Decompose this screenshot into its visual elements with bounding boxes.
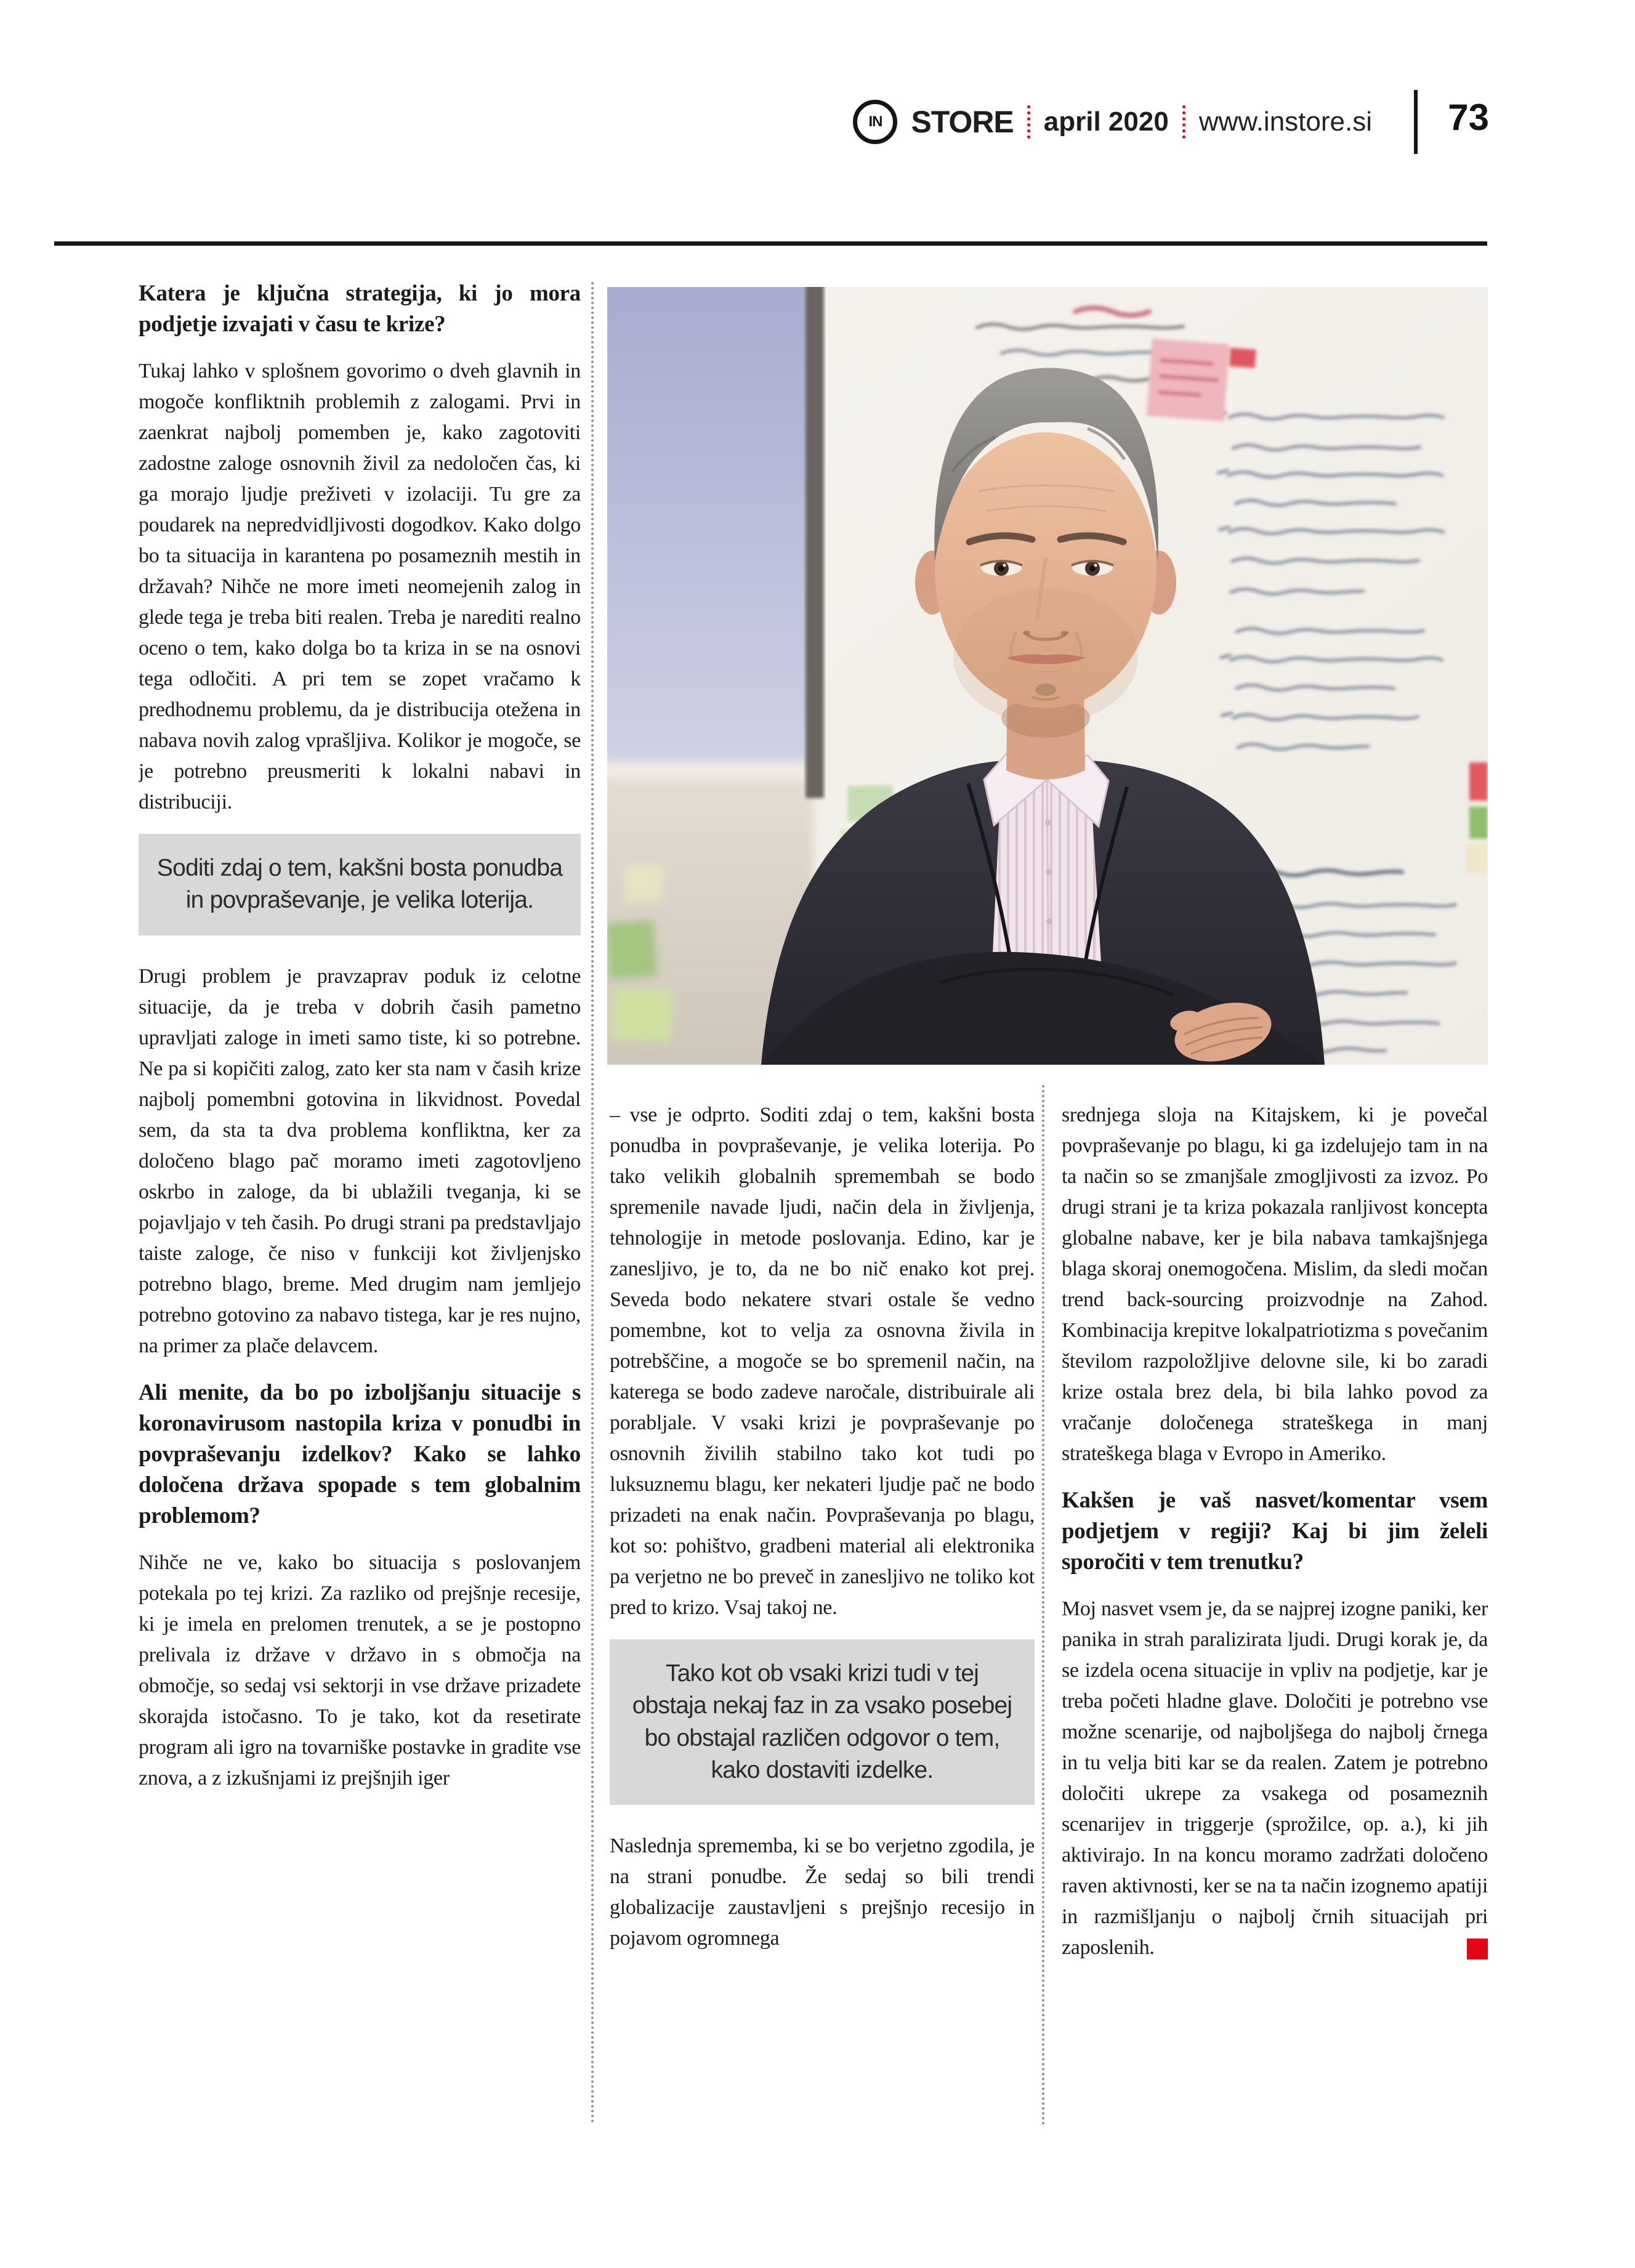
question-heading: Ali menite, da bo po izboljšanju situacije s koronavirusom nastopila kriza v ponudbi in povpraševanju izdelkov? Kako se lahko določena država spopade s tem globalnim problemom? (139, 1379, 581, 1528)
pull-quote: Tako kot ob vsaki krizi tudi v tej obstaja nekaj faz in za vsako posebej bo obstajal različen odgovor o tem, kako dostaviti izdelke. (610, 1639, 1035, 1805)
pull-quote: Soditi zdaj o tem, kakšni bosta ponudba in povpraševanje, je velika loterija. (139, 834, 581, 935)
logo-in-text: IN (868, 113, 882, 130)
paragraph: Tukaj lahko v splošnem govorimo o dveh glavnih in mogoče konfliktnih problemih z zalogami. Prvi in zaenkrat najbolj pomemben je, kako zagotoviti zadostne zaloge osnovnih živil za nedoločen čas, ki ga morajo ljudje preživeti v izolaciji. Tu gre za poudarek na nepredvidljivosti dogodkov. Kako dolgo bo ta situacija in karantena po posameznih mestih in državah? Nihče ne more imeti neomejenih zalog in glede tega je treba biti realen. Treba je narediti realno oceno o tem, kako dolga bo ta kriza in se na osnovi tega odločiti. A pri tem se zopet vračamo k predhodnemu problemu, da je distribucija otežena in nabava novih zalog vprašljiva. Kolikor je mogoče, se je potrebno preusmeriti k lokalni nabavi in distribuciji. (139, 360, 581, 813)
paragraph: srednjega sloja na Kitajskem, ki je povečal povpraševanje po blagu, ki ga izdelujejo tam in na ta način so se zmanjšale zmogljivosti za izvoz. Po drugi strani je ta kriza pokazala ranljivost koncepta globalne nabave, ker je bila nabava tamkajšnjega blaga skoraj onemogočena. Mislim, da sledi močan trend back-sourcing proizvodnje na Zahod. Kombinacija krepitve lokalpatriotizma s povečanim številom razpoložljive delovne sile, ki bo zaradi krize ostala brez dela, bi bila lahko povod za vračanje določenega strateškega in manj strateškega blaga v Evropo in Ameriko. (1062, 1104, 1488, 1465)
red-dotted-separator (1182, 105, 1185, 139)
website-url: www.instore.si (1198, 107, 1372, 137)
column-middle (610, 1100, 1035, 2134)
page-number: 73 (1448, 97, 1489, 138)
red-dotted-separator (1027, 105, 1030, 139)
paragraph: Nihče ne ve, kako bo situacija s poslovanjem potekala po tej krizi. Za razliko od prejšnje recesije, ki je imela en prelomen trenutek, a se je postopno prelivala iz države v državo in s območja na območje, so sedaj vsi sektorji in vse države prizadete skorajda istočasno. To je tako, kot da resetirate program ali igro na tovarniške postavke in gradite vse znova, a z izkušnjami iz prejšnjih iger (139, 1551, 581, 1790)
column-separator (1042, 1085, 1044, 2126)
question-heading: Kakšen je vaš nasvet/komentar vsem podjetjem v regiji? Kaj bi jim želeli sporočiti v tem trenutku? (1062, 1488, 1488, 1575)
paragraph: Drugi problem je pravzaprav poduk iz celotne situacije, da je treba v dobrih časih pametno upravljati zaloge in imeti samo tiste, ki so potrebne. Ne pa si kopičiti zalog, zato ker sta nam v časih krize najbolj pomembni gotovina in likvidnost. Povedal sem, da sta ta dva problema konfliktna, ker za določeno blago pač moramo imeti zagotovljeno oskrbo in zaloge, da bi ublažili tveganja, ki se pojavljajo v teh časih. Po drugi strani pa predstavljajo taiste zaloge, če niso v funkciji kot življenjsko potrebno blago, breme. Med drugim nam jemljejo potrebno gotovino za nabavo tistega, kar je res nujno, na primer za plače delavcem. (139, 964, 581, 1357)
instore-logo-icon (853, 100, 897, 144)
end-of-article-marker (1467, 1939, 1488, 1959)
page-header (853, 100, 1372, 144)
issue-date: april 2020 (1043, 107, 1169, 137)
paragraph-text: Moj nasvet vsem je, da se najprej izogne paniki, ker panika in strah paralizirata ljudi. Drugi korak je, da se izdela ocena situacije in vpliv na podjetje, kar je treba početi hladne glave. Določiti je potrebno vse možne scenarije, od najboljšega do najbolj črnega in tu velja biti kar se da realen. Zatem je potrebno določiti ukrepe za vsakega od posameznih scenarijev in triggerje (sprožilce, op. a.), ki jih aktivirajo. In na koncu moramo zadržati določeno raven aktivnosti, ker se na ta način izognemo apatiji in razmišljanju o najbolj črnih situacijah pri zaposlenih. (1062, 1597, 1488, 1959)
portrait-illustration (607, 287, 1488, 1065)
edge-sticky-notes (1467, 762, 1488, 873)
board-edge (805, 287, 824, 798)
column-separator (591, 282, 594, 2125)
paragraph: – vse je odprto. Soditi zdaj o tem, kakšni bosta ponudba in povpraševanje, je velika loterija. Po tako velikih globalnih spremembah se bodo spremenile navade ljudi, način dela in življenja, tehnologije in metode poslovanja. Edino, kar je zanesljivo, je to, da ne bo nič enako kot prej. Seveda bodo nekatere stvari ostale še vedno pomembne, kot to velja za osnovna živila in potrebščine, a mogoče se bo spremenil način, na katerega se bodo zadeve naročale, distribuirale ali porabljale. V vsaki krizi je povpraševanje po osnovnih živilih stabilno tako kot tudi po luksuznemu blagu, ker nekateri ljudje pač ne bodo prizadeti na enak način. Povpraševanja po blagu, kot so: pohištvo, gradbeni material ali elektronika pa verjetno ne bo preveč in zanesljivo ne toliko kot pred to krizo. Vsaj takoj ne. (610, 1104, 1035, 1619)
question-heading: Katera je ključna strategija, ki jo mora podjetje izvajati v času te krize? (139, 281, 581, 337)
interview-portrait-photo (607, 287, 1488, 1065)
paragraph: Naslednja sprememba, ki se bo verjetno zgodila, je na strani ponudbe. Že sedaj so bili trendi globalizacije zaustavljeni s prejšnjo recesijo in pojavom ogromnega (610, 1834, 1035, 1950)
header-rule (54, 241, 1487, 246)
column-right (1062, 1100, 1488, 2171)
column-left (139, 278, 581, 2132)
magazine-title: STORE (911, 105, 1014, 139)
paragraph (1062, 1594, 1488, 1963)
header-divider-bar (1414, 90, 1418, 154)
